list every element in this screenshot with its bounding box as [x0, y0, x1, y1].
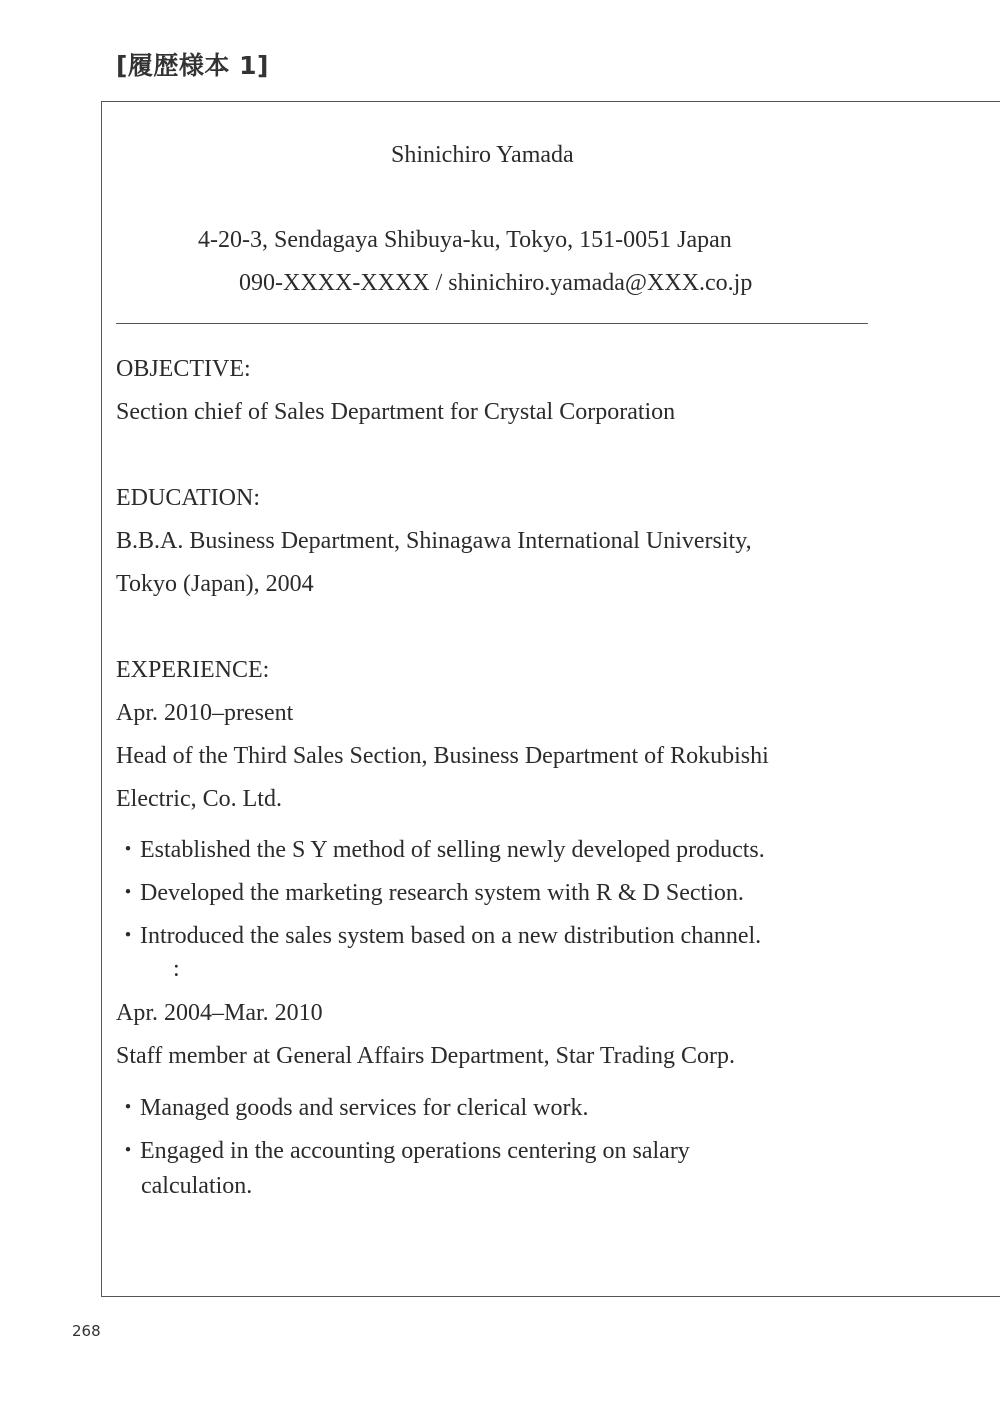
job-bullet: ・Engaged in the accounting operations centering on salary [116, 1138, 690, 1164]
objective-label: OBJECTIVE: [116, 356, 251, 382]
job-period: Apr. 2004–Mar. 2010 [116, 1000, 323, 1026]
page-heading: [履歴様本 1] [116, 51, 269, 80]
job-bullet-continuation: calculation. [141, 1173, 253, 1199]
job-bullet: ・Introduced the sales system based on a new distribution channel. [116, 923, 762, 949]
continuation-ellipsis: : [173, 956, 180, 982]
job-title-line: Head of the Third Sales Section, Business Department of Rokubishi [116, 743, 769, 769]
experience-label: EXPERIENCE: [116, 657, 270, 683]
job-bullet: ・Established the S Y method of selling newly developed products. [116, 837, 765, 863]
resume-contact: 090-XXXX-XXXX / shinichiro.yamada@XXX.co.jp [239, 270, 753, 296]
header-divider [116, 323, 868, 324]
job-bullet: ・Developed the marketing research system with R & D Section. [116, 880, 744, 906]
job-title-line: Electric, Co. Ltd. [116, 786, 282, 812]
resume-name: Shinichiro Yamada [391, 142, 574, 168]
page-number: 268 [72, 1322, 101, 1340]
education-line: Tokyo (Japan), 2004 [116, 571, 314, 597]
education-label: EDUCATION: [116, 485, 260, 511]
job-title-line: Staff member at General Affairs Department, Star Trading Corp. [116, 1043, 735, 1069]
job-bullet: ・Managed goods and services for clerical work. [116, 1095, 589, 1121]
objective-text: Section chief of Sales Department for Crystal Corporation [116, 399, 676, 425]
education-line: B.B.A. Business Department, Shinagawa International University, [116, 528, 752, 554]
resume-address: 4-20-3, Sendagaya Shibuya-ku, Tokyo, 151-0051 Japan [198, 227, 732, 253]
job-period: Apr. 2010–present [116, 700, 294, 726]
